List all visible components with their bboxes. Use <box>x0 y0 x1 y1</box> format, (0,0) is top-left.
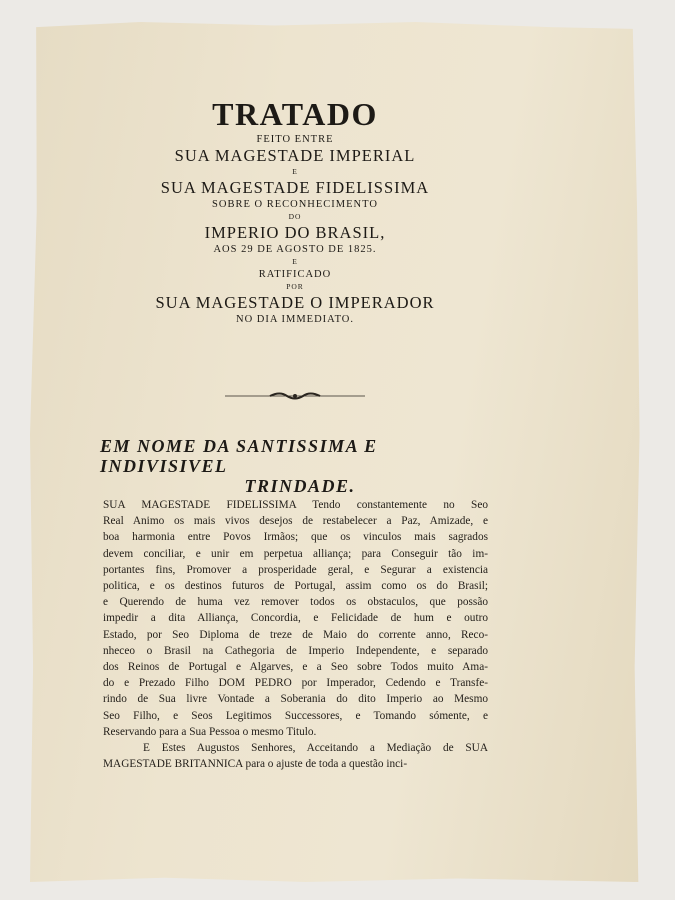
header-line: RATIFICADO <box>258 269 332 280</box>
body-line: Reservando para a Sua Pessoa o mesmo Titulo. <box>103 725 317 738</box>
header-line: E <box>292 257 298 266</box>
header-line: SUA MAGESTADE IMPERIAL <box>174 146 416 165</box>
body-line: nheceo o Brasil na Cathegoria de Imperio Independente, e separado <box>103 644 488 657</box>
body-line: MAGESTADE BRITANNICA para o ajuste de toda a questão inci- <box>103 758 408 771</box>
body-line: Real Animo os mais vivos desejos de restabelecer a Paz, Amizade, e <box>103 515 488 528</box>
body-line: dos Reinos de Portugal e Algarves, e a Seo sobre Todos muito Ama- <box>103 661 488 674</box>
header-line: E <box>292 167 298 176</box>
invocation-line-1: EM NOME DA SANTISSIMA E INDIVISIVEL <box>100 436 378 476</box>
body-line: Seo Filho, e Seos Legitimos Successores, e Tomando sómente, e <box>103 709 488 722</box>
header-line: NO DIA IMMEDIATO. <box>235 314 354 325</box>
header-line: AOS 29 DE AGOSTO DE 1825. <box>213 244 377 255</box>
invocation-line-2: TRINDADE. <box>244 476 356 496</box>
header-line: DO <box>288 212 302 221</box>
invocation-heading <box>100 436 500 496</box>
treaty-title: TRATADO <box>212 96 378 132</box>
header-line: IMPERIO DO BRASIL, <box>204 223 386 242</box>
body-line: boa harmonia entre Povos Irmãos; que os vinculos mais sagrados <box>103 531 488 544</box>
body-line: SUA MAGESTADE FIDELISSIMA Tendo constantemente no Seo <box>103 499 488 511</box>
header-line: SUA MAGESTADE O IMPERADOR <box>155 293 435 312</box>
header-lines <box>150 133 440 326</box>
body-line: e Querendo de huma vez remover todos os obstaculos, que possão <box>103 596 488 609</box>
body-line: impedir a dita Alliança, Concordia, e Felicidade de hum e outro <box>103 612 488 625</box>
body-line: do e Prezado Filho DOM PEDRO por Imperador, Cedendo e Transfe- <box>103 677 488 690</box>
body-line: E Estes Augustos Senhores, Acceitando a Mediação de SUA <box>143 742 488 755</box>
header-line: POR <box>286 282 304 291</box>
body-line: portantes fins, Promover a prosperidade geral, e Segurar a existencia <box>103 563 488 576</box>
body-line: devem conciliar, e unir em perpetua alliança; para Conseguir tão im- <box>103 547 488 560</box>
body-line: politica, e os destinos futuros de Portugal, assim como os do Brasil; <box>103 580 488 593</box>
ornament-divider <box>225 391 365 401</box>
header-line: SOBRE O RECONHECIMENTO <box>212 199 378 210</box>
body-line: Estado, por Seo Diploma de treze de Maio do corrente anno, Reco- <box>103 628 488 641</box>
body-line: rindo de Sua livre Vontade a Soberania do dito Imperio ao Mesmo <box>103 693 488 706</box>
header-line: SUA MAGESTADE FIDELISSIMA <box>160 178 430 197</box>
header-line: FEITO ENTRE <box>256 134 334 145</box>
treaty-body <box>103 497 488 772</box>
treaty-header <box>150 95 440 326</box>
